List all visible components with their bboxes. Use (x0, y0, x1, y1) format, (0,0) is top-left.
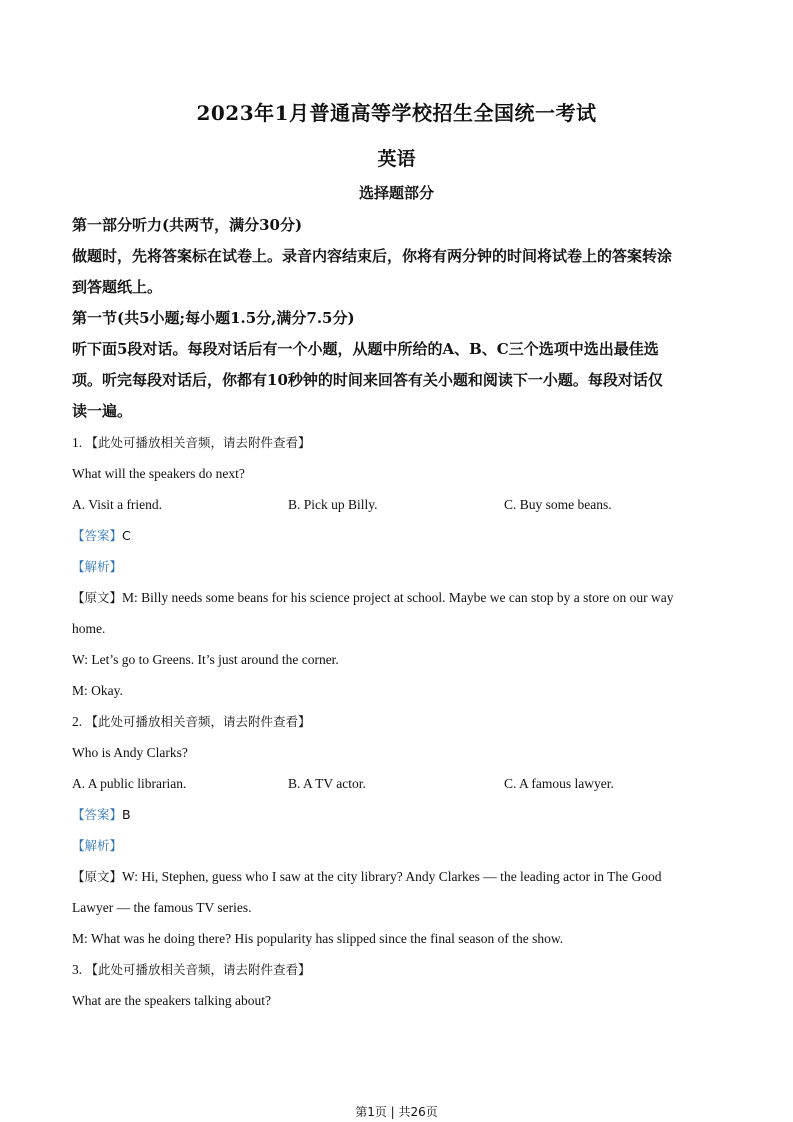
question-2-options (72, 768, 724, 799)
answer-tag: 【答案】 (72, 807, 123, 822)
listen-instruction-1: 听下面5段对话。每段对话后有一个小题，从题中所给的A、B、C三个选项中选出最佳选 (72, 340, 659, 358)
audio-note[interactable]: 【此处可播放相关音频，请去附件查看】 (85, 962, 311, 977)
question-1-header (72, 427, 724, 458)
instruction-line-2: 到答题纸上。 (72, 278, 163, 296)
transcript-line: Lawyer — the famous TV series. (72, 900, 252, 915)
question-number: 2. (72, 714, 83, 729)
option-c: C. A famous lawyer. (504, 776, 614, 791)
part-title: 选择题部分 (358, 184, 434, 202)
option-c: C. Buy some beans. (504, 497, 612, 512)
exam-title: 2023年1月普通高等学校招生全国统一考试 (196, 101, 597, 125)
option-b: B. Pick up Billy. (288, 497, 378, 512)
audio-note[interactable]: 【此处可播放相关音频，请去附件查看】 (85, 714, 311, 729)
original-tag: 【原文】 (72, 869, 123, 884)
transcript-text: M: Billy needs some beans for his science project at school. Maybe we can stop by a store on our way (122, 590, 674, 605)
transcript-line (72, 582, 724, 613)
transcript-line: W: Let’s go to Greens. It’s just around the corner. (72, 652, 339, 667)
transcript-line: home. (72, 621, 106, 636)
option-a: A. A public librarian. (72, 776, 187, 791)
transcript-text: W: Hi, Stephen, guess who I saw at the city library? Andy Clarkes — the leading actor in The Good (122, 869, 662, 884)
subsection-heading: 第一节(共5小题;每小题1.5分,满分7.5分) (72, 309, 355, 327)
document-body (72, 210, 724, 1016)
question-3-header (72, 954, 724, 985)
transcript-line (72, 861, 724, 892)
answer-line (72, 799, 724, 830)
analysis-tag: 【解析】 (72, 838, 123, 853)
original-tag: 【原文】 (72, 590, 123, 605)
question-number: 3. (72, 962, 83, 977)
answer-value: B (122, 807, 131, 822)
listen-instruction-3: 读一遍。 (72, 402, 133, 420)
question-3-text: What are the speakers talking about? (72, 993, 272, 1008)
audio-note[interactable]: 【此处可播放相关音频，请去附件查看】 (85, 435, 311, 450)
instruction-line-1: 做题时，先将答案标在试卷上。录音内容结束后，你将有两分钟的时间将试卷上的答案转涂 (72, 247, 673, 265)
answer-value: C (122, 528, 131, 543)
option-b: B. A TV actor. (288, 776, 366, 791)
question-2-header (72, 706, 724, 737)
answer-tag: 【答案】 (72, 528, 123, 543)
transcript-line: M: Okay. (72, 683, 123, 698)
question-1-options (72, 489, 724, 520)
option-a: A. Visit a friend. (72, 497, 163, 512)
listen-instruction-2: 项。听完每段对话后，你都有10秒钟的时间来回答有关小题和阅读下一小题。每段对话仅 (72, 371, 663, 389)
analysis-tag: 【解析】 (72, 559, 123, 574)
answer-line (72, 520, 724, 551)
subject-title: 英语 (377, 148, 416, 170)
question-number: 1. (72, 435, 83, 450)
section-heading: 第一部分听力(共两节，满分30分) (72, 216, 303, 234)
transcript-line: M: What was he doing there? His popularity has slipped since the final season of the show. (72, 931, 564, 946)
page-footer: 第1页 | 共26页 (355, 1105, 438, 1119)
question-1-text: What will the speakers do next? (72, 466, 245, 481)
question-2-text: Who is Andy Clarks? (72, 745, 188, 760)
